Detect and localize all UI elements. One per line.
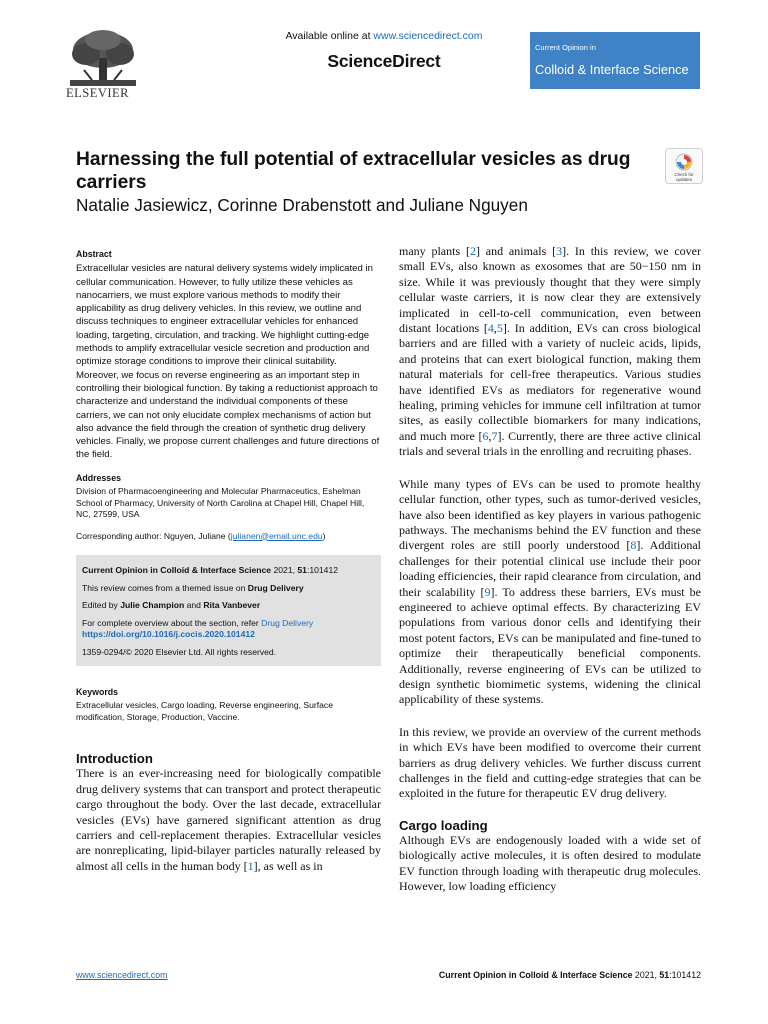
- footer-citation: Current Opinion in Colloid & Interface Science 2021, 51:101412: [438, 970, 701, 980]
- journal-banner[interactable]: [530, 32, 700, 89]
- overview-line: For complete overview about the section, refer Drug Delivery https://doi.org/10.1016/j.cocis.2020.101412: [82, 617, 314, 640]
- keywords-heading: Keywords: [76, 687, 119, 698]
- abstract-text: Extracellular vesicles are natural delivery systems widely implicated in cellular communication. However, to fully utilize these vehicles as nanocarriers, we must explore various methods to modify their applicability as drug delivery vehicles. In this review, we outline and discuss techniques to engineer extracellular vehicles for enhanced loading, targeting, circulation, and tracking. We highlight cutting-edge methods to amplify extracellular vesicle secretion and production and optimize storage conditions to improve their clinical suitability. Moreover, we focus on reverse engineering as an important step in controlling their biological function. By taking a reductionist approach to characterize and understand the individual components of these carriers, we can not only elucidate complex mechanisms of action but also advance the field through the creation of synthetic drug delivery vehicles. Finally, we propose current challenges and future directions of the field.: [76, 263, 380, 461]
- ref-link-9[interactable]: 9: [484, 584, 491, 599]
- ref-link-2[interactable]: 2: [469, 244, 476, 258]
- publisher-name: ELSEVIER: [66, 86, 130, 100]
- ref-link-1[interactable]: 1: [247, 858, 254, 873]
- corresponding-author: Corresponding author: Nguyen, Juliane (julianen@email.unc.edu): [76, 530, 326, 541]
- introduction-paragraph: There is an ever-increasing need for biologically compatible drug delivery systems that can transport and protect therapeutic cargo throughout the body. Over the last decade, extracellular vesicles (EVs) have garnered significant attention as drug carriers and cell-replacement therapies. Extracellular vesicles are nonreplicating, lipid-bilayer particles naturally released by almost all cells in the human body [1], as well as in: [76, 766, 381, 873]
- addresses-heading: Addresses: [76, 472, 121, 483]
- body-paragraph-4: Although EVs are endogenously loaded with a wide set of biologically active molecules, it is often desired to modulate EV function through loading with therapeutic drug molecules. However, low loading efficiency: [399, 832, 701, 894]
- journal-banner-name: Colloid & Interface Science: [535, 62, 689, 77]
- check-updates-icon: [675, 153, 693, 171]
- ref-link-7[interactable]: 7: [491, 428, 498, 443]
- cargo-loading-heading: Cargo loading: [399, 817, 488, 833]
- sciencedirect-link[interactable]: www.sciencedirect.com: [373, 30, 483, 42]
- check-for-updates-button[interactable]: [665, 148, 703, 184]
- ref-link-5[interactable]: 5: [496, 321, 503, 336]
- ref-link-4[interactable]: 4: [487, 321, 494, 336]
- author-email-link[interactable]: julianen@email.unc.edu: [230, 530, 323, 541]
- footer-url-link[interactable]: www.sciencedirect.com: [76, 970, 168, 980]
- addresses-text: Division of Pharmacoengineering and Molecular Pharmaceutics, Eshelman School of Pharmacy, University of North Carolina at Chapel Hill, Chapel Hill, NC, 27599, USA: [76, 486, 365, 520]
- ref-link-3[interactable]: 3: [556, 244, 563, 258]
- citation-line: Current Opinion in Colloid & Interface Science 2021, 51:101412: [82, 565, 339, 576]
- copyright-line: 1359-0294/© 2020 Elsevier Ltd. All rights reserved.: [82, 646, 277, 657]
- ref-link-6[interactable]: 6: [482, 428, 489, 443]
- abstract-heading: Abstract: [76, 249, 112, 259]
- keywords-text: Extracellular vesicles, Cargo loading, Reverse engineering, Surface modification, Storage, Production, Vaccine.: [76, 700, 333, 722]
- journal-banner-small: Current Opinion in: [535, 43, 596, 52]
- check-updates-label: Check for updates: [674, 172, 694, 182]
- article-info-box: [76, 555, 381, 666]
- doi-link[interactable]: https://doi.org/10.1016/j.cocis.2020.101412: [82, 629, 255, 640]
- right-column: [399, 244, 701, 894]
- editors-line: Edited by Julie Champion and Rita Vanbever: [82, 600, 261, 611]
- platform-title: ScienceDirect: [327, 51, 441, 71]
- article-authors: Natalie Jasiewicz, Corinne Drabenstott and Juliane Nguyen: [76, 195, 528, 215]
- themed-issue-line: This review comes from a themed issue on Drug Delivery: [82, 582, 304, 593]
- article-title: Harnessing the full potential of extracellular vesicles as drug carriers: [76, 149, 631, 193]
- introduction-heading: Introduction: [76, 751, 153, 767]
- section-overview-link[interactable]: Drug Delivery: [261, 617, 314, 628]
- body-paragraph-1: many plants [2] and animals [3]. In this review, we cover small EVs, also known as exosomes that are 50−150 nm in size. While it was previously thought that they were simply cellular waste carriers, it is now clear they are extensively implicated in cell-to-cell communication, even between distant locations [4,5]. In addition, EVs can cross biological barriers and are filled with a variety of nucleic acids, lipids, and proteins that can exert biological function, making them natural materials for cell-free therapeutics. Various studies have identified EVs as mediators for regenerative wound healing, priming vehicles for immune cell infiltration at tumor sites, as easily collectible biomarkers for many indications, and much more [6,7]. Currently, there are three active clinical trials and several trials in the enrolling and recruiting phases.: [399, 244, 702, 459]
- ref-link-8[interactable]: 8: [630, 538, 637, 553]
- body-paragraph-2: While many types of EVs can be used to promote healthy cellular function, other types, such as tumor-derived vesicles, have also been identified as key players in various pathogenic pathways. The mechanisms behind the EV function and these divergent roles are still poorly understood [8]. Additional challenges for their potential clinical use include their poor loading efficiencies, their rapid clearance from circulation, and their scalability [9]. To address these barriers, EVs must be engineered to achieve optimal effects. By characterizing EV populations from various donor cells and identifying their most potent factors, EVs can be manipulated and fine-tuned to optimize their therapeutically beneficial components. Additionally, reverse engineering of EVs can be utilized to design synthetic biomimetic systems, widening the clinical applicability of these systems.: [399, 476, 701, 707]
- left-column: [76, 248, 381, 874]
- available-online: Available online at www.sciencedirect.com: [285, 30, 483, 42]
- body-paragraph-3: In this review, we provide an overview of the current methods in which EVs have been modified to overcome their current barriers as drug delivery vehicles. We further discuss current challenges in the field and cutting-edge strategies that can be exploited in the future for therapeutic EV drug delivery.: [399, 724, 701, 801]
